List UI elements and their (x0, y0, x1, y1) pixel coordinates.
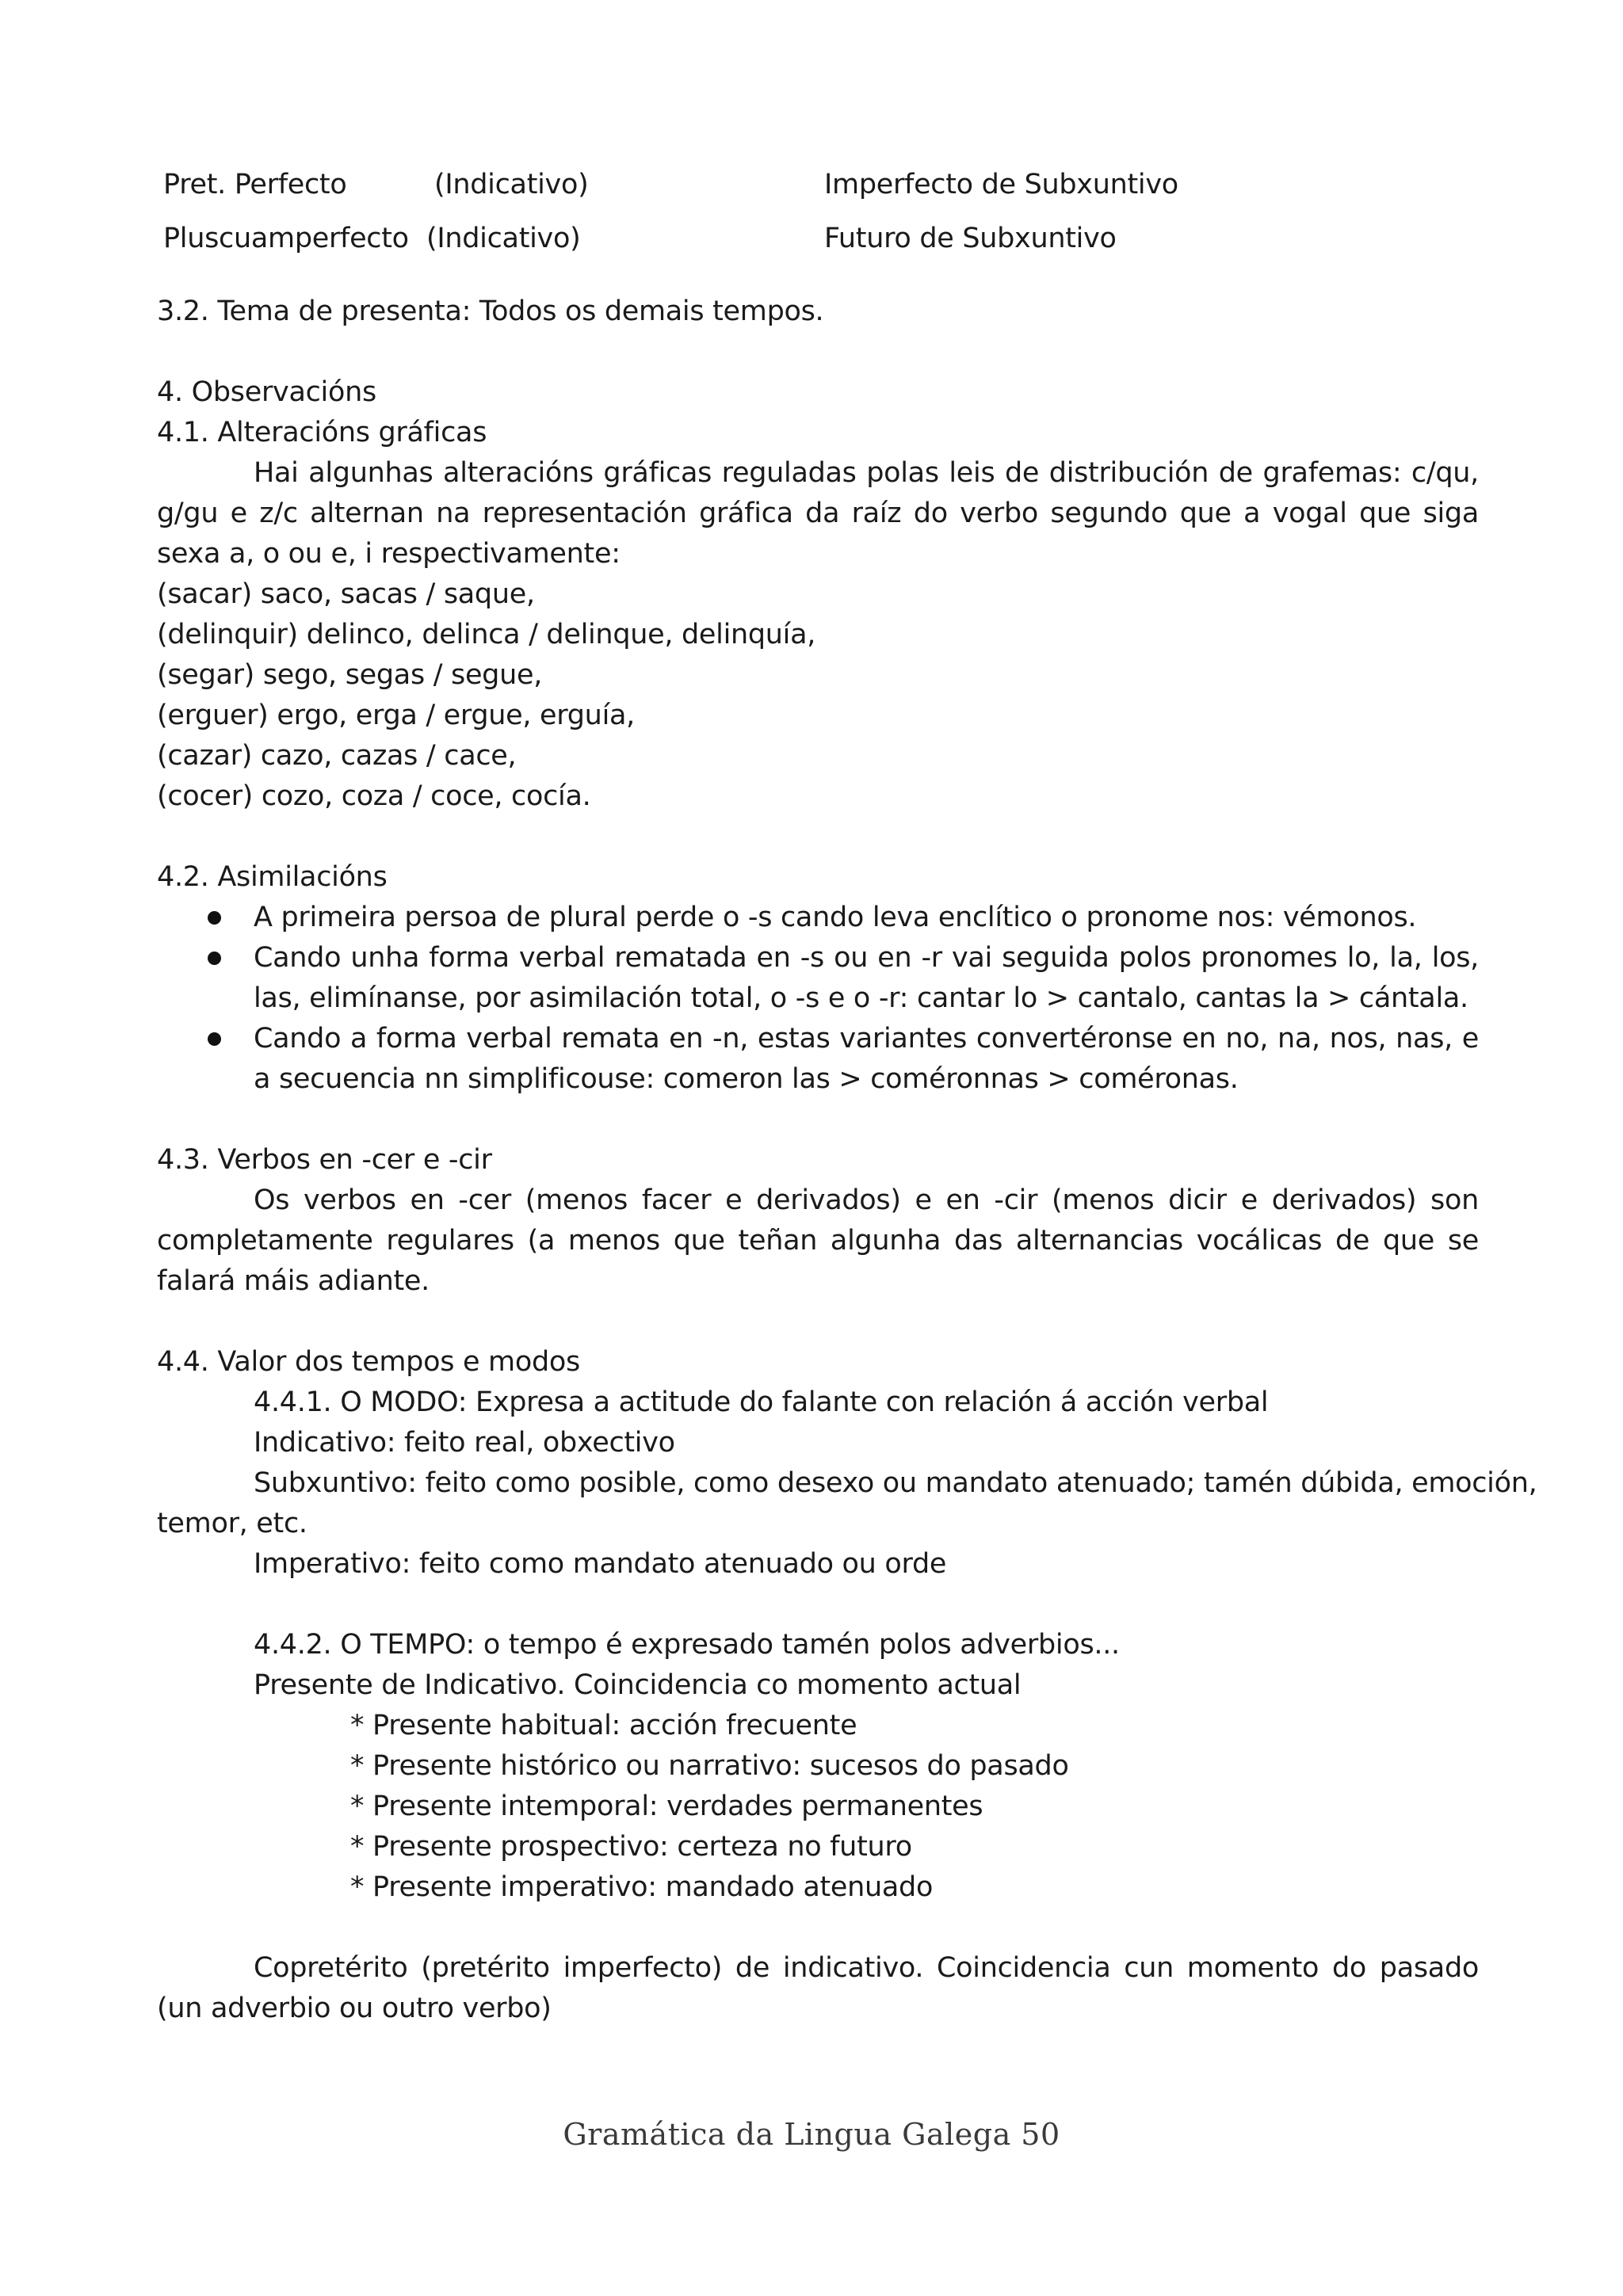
bullet-icon (208, 1032, 221, 1046)
page-footer: Gramática da Lingua Galega 50 (563, 2117, 1060, 2152)
tempo-item: * Presente prospectivo: certeza no futuro (350, 1831, 912, 1863)
example-line: (delinquir) delinco, delinca / delinque, delinquía, (157, 619, 816, 650)
list-item-text: Cando a forma verbal remata en -n, estas variantes convertéronse en no, na, nos, nas, e a secuencia nn simplificouse: comeron las > coméronnas > coméronas. (254, 1023, 1479, 1095)
tempo-item: * Presente histórico ou narrativo: sucesos do pasado (350, 1750, 1069, 1782)
example-line: (cazar) cazo, cazas / cace, (157, 740, 517, 772)
example-line: (cocer) cozo, coza / coce, cocía. (157, 780, 591, 812)
tense-cell: Pluscuamperfecto (163, 223, 409, 254)
list-item (157, 898, 1479, 938)
modo-heading: 4.4.1. O MODO: Expresa a actitude do falante con relación á acción verbal (254, 1386, 1269, 1418)
tense-cell: Pret. Perfecto (163, 169, 347, 200)
example-line: (sacar) saco, sacas / saque, (157, 578, 535, 610)
tense-row (157, 158, 1479, 212)
tempo-item: * Presente imperativo: mandado atenuado (350, 1871, 934, 1903)
tempo-heading: 4.4.2. O TEMPO: o tempo é expresado tamén polos adverbios... (254, 1629, 1120, 1661)
section-4-3-paragraph: Os verbos en -cer (menos facer e derivados) e en -cir (menos dicir e derivados) son completamente regulares (a menos que teñan algunha das alternancias vocálicas de que se falará máis adiante. (157, 1184, 1479, 1297)
section-3-2: 3.2. Tema de presenta: Todos os demais tempos. (157, 296, 824, 327)
list-item-text: Cando unha forma verbal rematada en -s ou en -r vai seguida polos pronomes lo, la, los, las, elimínanse, por asimilación total, o -s e o -r: cantar lo > cantalo, cantas la > cántala. (254, 942, 1479, 1014)
example-line: (erguer) ergo, erga / ergue, erguía, (157, 700, 635, 731)
section-4-2-heading: 4.2. Asimilacións (157, 861, 388, 893)
tempo-item: * Presente habitual: acción frecuente (350, 1710, 857, 1741)
section-4-1-paragraph: Hai algunhas alteracións gráficas reguladas polas leis de distribución de grafemas: c/qu, g/gu e z/c alternan na representación gráfica da raíz do verbo segundo que a vogal que siga sexa a, o ou e, i respectivamente: (157, 457, 1479, 570)
assimilation-list (157, 898, 1479, 1100)
tense-cell: (Indicativo) (426, 223, 581, 254)
tempo-copreterito: Copretérito (pretérito imperfecto) de indicativo. Coincidencia cun momento do pasado (un adverbio ou outro verbo) (157, 1952, 1479, 2024)
list-item-text: A primeira persoa de plural perde o -s cando leva enclítico o pronome nos: vémonos. (254, 902, 1417, 933)
tense-cell: (Indicativo) (434, 169, 589, 200)
section-4-4-heading: 4.4. Valor dos tempos e modos (157, 1346, 580, 1378)
list-item (157, 938, 1479, 1019)
tempo-presente: Presente de Indicativo. Coincidencia co momento actual (254, 1669, 1022, 1701)
example-line: (segar) sego, segas / segue, (157, 659, 543, 691)
tense-row (157, 212, 1479, 266)
tense-cell: Futuro de Subxuntivo (824, 223, 1117, 254)
bullet-icon (208, 952, 221, 965)
section-4-heading: 4. Observacións (157, 376, 376, 408)
page-content (157, 158, 1537, 2029)
tense-table (157, 158, 1479, 269)
modo-imperativo: Imperativo: feito como mandato atenuado ou orde (254, 1548, 947, 1580)
tempo-item: * Presente intemporal: verdades permanentes (350, 1791, 983, 1822)
bullet-icon (208, 911, 221, 925)
list-item (157, 1019, 1479, 1100)
modo-subxuntivo: Subxuntivo: feito como posible, como desexo ou mandato atenuado; tamén dúbida, emoción, (254, 1467, 1537, 1499)
section-4-1-heading: 4.1. Alteracións gráficas (157, 417, 487, 448)
modo-subxuntivo-cont: temor, etc. (157, 1508, 307, 1539)
tense-cell: Imperfecto de Subxuntivo (824, 169, 1178, 200)
section-4-3-heading: 4.3. Verbos en -cer e -cir (157, 1144, 492, 1176)
modo-indicativo: Indicativo: feito real, obxectivo (254, 1427, 675, 1459)
